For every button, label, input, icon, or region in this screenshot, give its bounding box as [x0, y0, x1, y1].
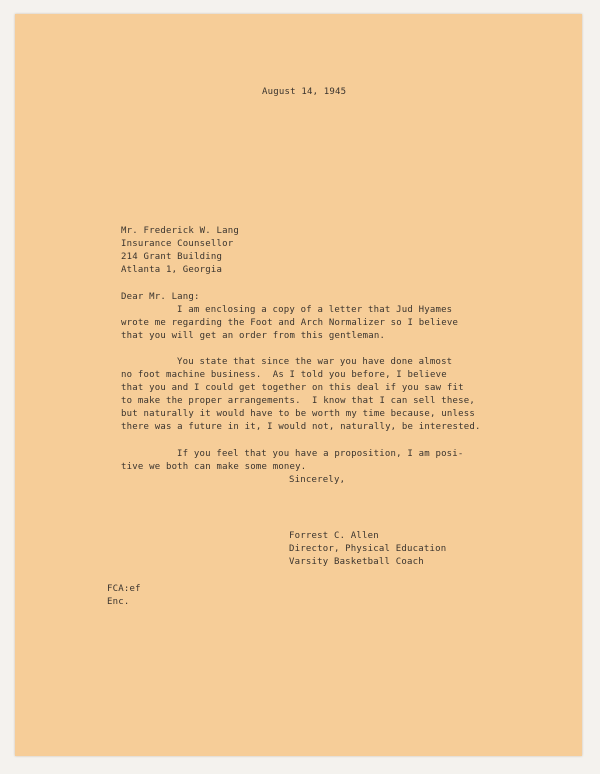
enclosure-note: Enc.	[107, 597, 130, 607]
salutation: Dear Mr. Lang:	[121, 292, 200, 302]
paragraph3-line1: If you feel that you have a proposition, I am posi-	[177, 449, 464, 459]
paragraph2-line6: there was a future in it, I would not, naturally, be interested.	[121, 422, 481, 432]
typist-initials: FCA:ef	[107, 584, 141, 594]
paragraph2-line1: You state that since the war you have done almost	[177, 357, 453, 367]
recipient-address-line2: Atlanta 1, Georgia	[121, 265, 223, 275]
signature-title1: Director, Physical Education	[289, 544, 447, 554]
letter-date: August 14, 1945	[262, 87, 347, 97]
paragraph2-line2: no foot machine business. As I told you before, I believe	[121, 370, 447, 380]
closing: Sincerely,	[289, 475, 346, 485]
paragraph1-line3: that you will get an order from this gentleman.	[121, 331, 386, 341]
signature-name: Forrest C. Allen	[289, 531, 379, 541]
paragraph2-line4: to make the proper arrangements. I know that I can sell these,	[121, 396, 475, 406]
paragraph3-line2: tive we both can make some money.	[121, 462, 307, 472]
paragraph2-line3: that you and I could get together on this deal if you saw fit	[121, 383, 464, 393]
recipient-address-line1: 214 Grant Building	[121, 252, 223, 262]
recipient-name: Mr. Frederick W. Lang	[121, 226, 239, 236]
paragraph2-line5: but naturally it would have to be worth my time because, unless	[121, 409, 475, 419]
paragraph1-line1: I am enclosing a copy of a letter that Jud Hyames	[177, 305, 453, 315]
recipient-title: Insurance Counsellor	[121, 239, 234, 249]
paragraph1-line2: wrote me regarding the Foot and Arch Normalizer so I believe	[121, 318, 459, 328]
signature-title2: Varsity Basketball Coach	[289, 557, 424, 567]
letter-page	[15, 14, 582, 756]
